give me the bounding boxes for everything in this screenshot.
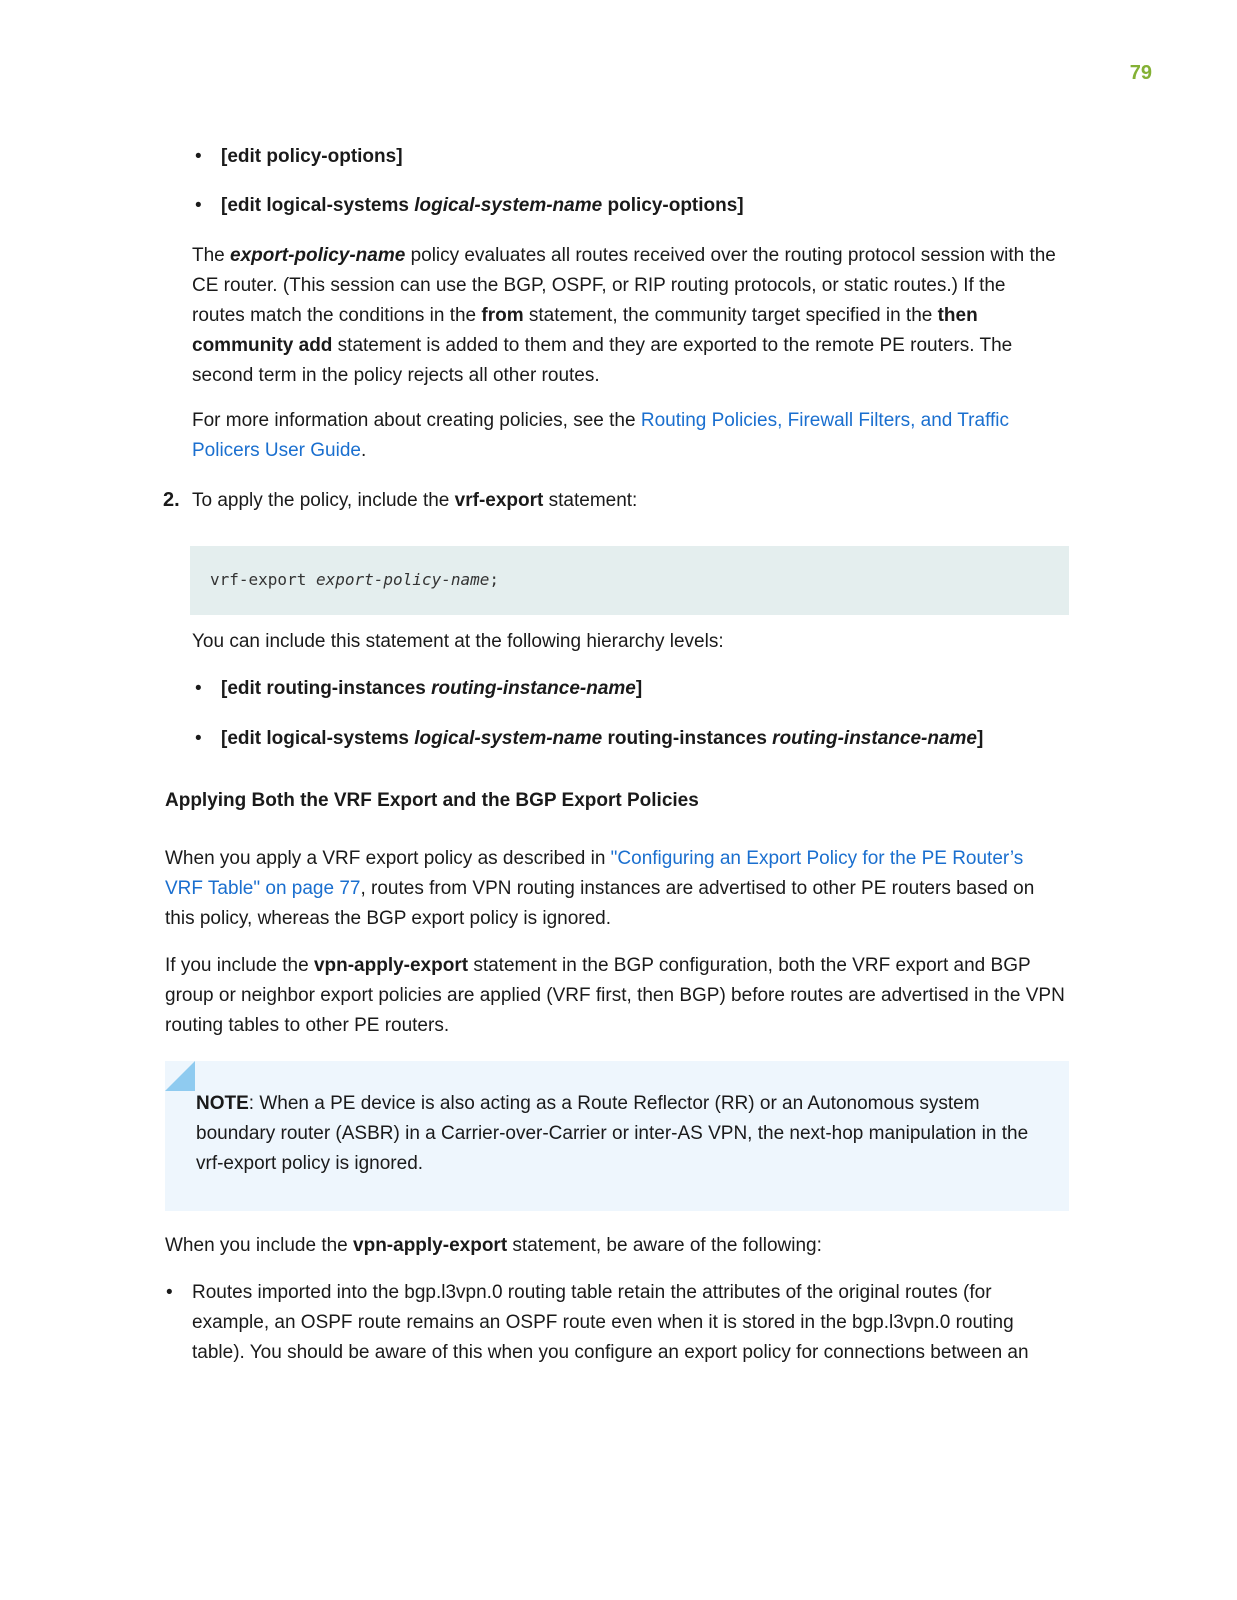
section-heading: Applying Both the VRF Export and the BGP Export Policies bbox=[165, 790, 699, 811]
aware-paragraph: When you include the vpn-apply-export statement, be aware of the following: bbox=[165, 1235, 822, 1256]
note-corner-icon bbox=[165, 1061, 195, 1091]
note-text: NOTE: When a PE device is also acting as a Route Reflector (RR) or an Autonomous system boundary router (ASBR) in a Carrier-over-Carrier or inter-AS VPN, the next-hop manipulation in the vrf-export policy is ignored. bbox=[196, 1093, 1029, 1174]
list-item: • [edit routing-instances routing-instance-name] bbox=[221, 674, 1121, 704]
apply-paragraph: When you apply a VRF export policy as described in "Configuring an Export Policy for the PE Router’s VRF Table" on page 77, routes from VPN routing instances are advertised to other PE routers based on this policy, whereas the BGP export policy is ignored. bbox=[165, 848, 1035, 929]
export-policy-link[interactable]: "Configuring an Export Policy for the PE Router’s VRF Table" on page 77 bbox=[165, 848, 1024, 899]
list-item: • [edit logical-systems logical-system-name policy-options] bbox=[221, 191, 1121, 221]
list-item: • [edit policy-options] bbox=[221, 142, 1121, 172]
list-item: • Routes imported into the bgp.l3vpn.0 routing table retain the attributes of the original routes (for example, an OSPF route remains an OSPF route even when it is stored in the bgp.l3vpn.0 routing table). You should be aware of this when you configure an export policy for connections between an bbox=[192, 1278, 1067, 1368]
code-block: vrf-export export-policy-name; bbox=[190, 546, 1069, 615]
list-item: • [edit logical-systems logical-system-name routing-instances routing-instance-name] bbox=[221, 724, 1121, 754]
step-text: To apply the policy, include the vrf-export statement: bbox=[192, 490, 638, 511]
note-box bbox=[165, 1061, 1069, 1211]
step-number: 2. bbox=[163, 489, 180, 511]
page-number: 79 bbox=[1129, 62, 1152, 84]
more-info-paragraph: For more information about creating policies, see the Routing Policies, Firewall Filters, and Traffic Policers User Guide. bbox=[192, 410, 1010, 461]
hierarchy-intro: You can include this statement at the following hierarchy levels: bbox=[192, 631, 724, 652]
routing-policies-guide-link[interactable]: Routing Policies, Firewall Filters, and Traffic Policers User Guide bbox=[192, 410, 1010, 461]
vpn-apply-export-paragraph: If you include the vpn-apply-export statement in the BGP configuration, both the VRF export and BGP group or neighbor export policies are applied (VRF first, then BGP) before routes are advertised in the VPN routing tables to other PE routers. bbox=[165, 955, 1065, 1036]
policy-description-paragraph: The export-policy-name policy evaluates all routes received over the routing protocol session with the CE router. (This session can use the BGP, OSPF, or RIP routing protocols, or static routes.) If the routes match the conditions in the from statement, the community target specified in the then community add statement is added to them and they are exported to the remote PE routers. The second term in the policy rejects all other routes. bbox=[192, 245, 1056, 386]
